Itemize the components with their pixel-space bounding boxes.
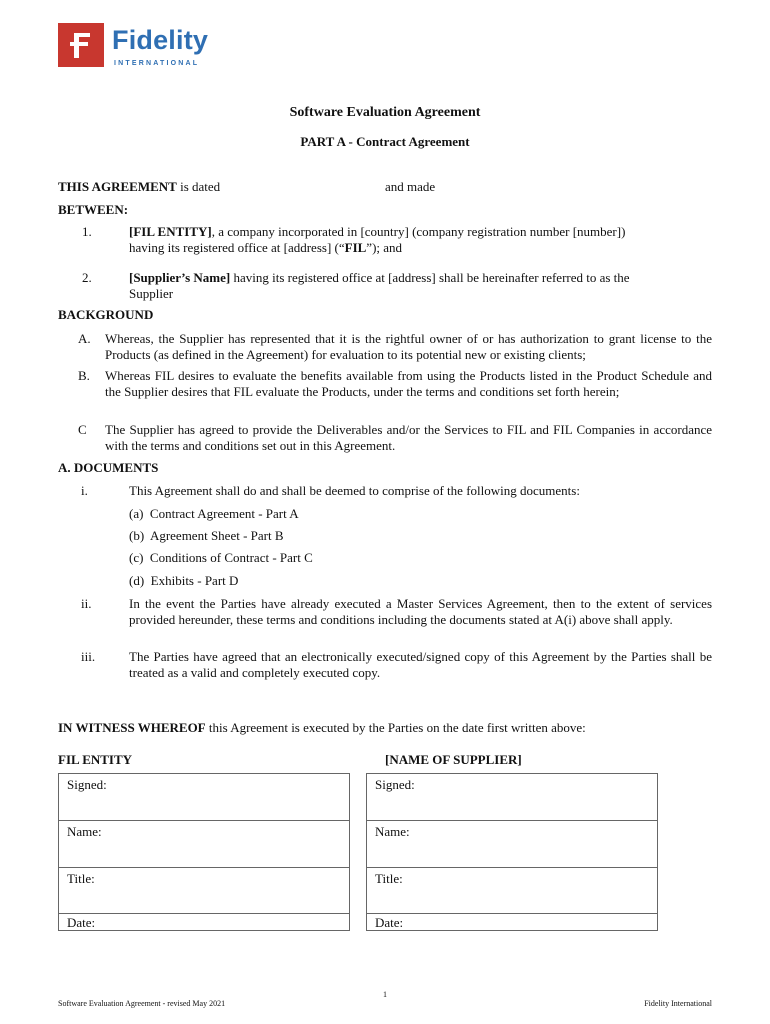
fil-date-field[interactable] [59, 914, 349, 930]
background-c-label: C [78, 422, 87, 437]
party-1-name: [FIL ENTITY] [129, 224, 212, 239]
logo-subtitle: INTERNATIONAL [114, 60, 200, 67]
background-c-text: The Supplier has agreed to provide the Deliverables and/or the Services to FIL and FIL Companies in accordance with the terms and conditions set out in this Agreement. [105, 422, 712, 453]
logo-wordmark: Fidelity [112, 25, 209, 55]
party-1-text-b: having its registered office at [address] (“ [129, 240, 345, 255]
document-item-d: (d) Exhibits - Part D [129, 573, 239, 588]
supplier-name-field[interactable] [367, 821, 657, 868]
fil-title-field[interactable] [59, 868, 349, 914]
supplier-date-field[interactable] [367, 914, 657, 930]
party-1-fil: FIL [344, 240, 367, 255]
party-1 [129, 224, 714, 256]
witness-line [58, 720, 586, 736]
between-heading: BETWEEN: [58, 202, 129, 217]
party-1-text-a: , a company incorporated in [country] (company registration number [number]) [211, 224, 626, 239]
document-item-a: (a) Contract Agreement - Part A [129, 506, 299, 521]
supplier-heading: [NAME OF SUPPLIER] [385, 752, 522, 767]
supplier-signature-block [366, 773, 658, 931]
party-1-number: 1. [82, 224, 92, 239]
background-b-label: B. [78, 368, 90, 383]
fil-entity-heading: FIL ENTITY [58, 752, 133, 767]
fil-name-field[interactable] [59, 821, 349, 868]
fil-signature-block [58, 773, 350, 931]
background-a-label: A. [78, 331, 91, 346]
background-heading: BACKGROUND [58, 307, 154, 322]
documents-iii-label: iii. [81, 649, 96, 664]
fil-signed-label: Signed: [67, 777, 107, 792]
documents-iii-text: The Parties have agreed that an electronically executed/signed copy of this Agreement by the Parties shall be treated as a valid and completely executed copy. [129, 649, 712, 680]
party-1-line-1 [129, 224, 714, 240]
supplier-signed-field[interactable] [367, 774, 657, 821]
fidelity-f-icon [58, 23, 104, 67]
background-b-text: Whereas FIL desires to evaluate the benefits available from using the Products listed in the Product Schedule and the Supplier desires that FIL evaluate the Products, under the terms and conditions set forth herein; [105, 368, 712, 399]
party-1-text-c: ”); and [366, 240, 403, 255]
supplier-name-label: Name: [375, 824, 410, 839]
fil-signed-field[interactable] [59, 774, 349, 821]
agreement-bold: THIS AGREEMENT [58, 179, 177, 194]
documents-heading: A. DOCUMENTS [58, 460, 159, 475]
and-made: and made [385, 179, 436, 194]
fil-title-label: Title: [67, 871, 95, 886]
agreement-line [58, 179, 220, 195]
party-2-text-b: Supplier [129, 286, 174, 301]
fil-name-label: Name: [67, 824, 102, 839]
document-item-c: (c) Conditions of Contract - Part C [129, 550, 313, 565]
fil-date-label: Date: [67, 915, 96, 930]
party-2-line-1 [129, 270, 714, 286]
supplier-title-label: Title: [375, 871, 403, 886]
footer-left: Software Evaluation Agreement - revised May 2021 [58, 999, 226, 1008]
party-2 [129, 270, 714, 302]
supplier-date-label: Date: [375, 915, 404, 930]
witness-rest: this Agreement is executed by the Parties on the date first written above: [205, 720, 586, 735]
footer-right: Fidelity International [644, 999, 712, 1008]
party-2-number: 2. [82, 270, 92, 285]
documents-i-label: i. [81, 483, 88, 498]
witness-bold: IN WITNESS WHEREOF [58, 720, 206, 735]
supplier-signed-label: Signed: [375, 777, 415, 792]
background-a-text: Whereas, the Supplier has represented that it is the rightful owner of or has authorization to grant license to the Products (as defined in the Agreement) for evaluation to its potential new or existing clients; [105, 331, 712, 362]
documents-i-text: This Agreement shall do and shall be deemed to comprise of the following documents: [129, 483, 580, 498]
agreement-dated: is dated [176, 179, 221, 194]
documents-ii-label: ii. [81, 596, 92, 611]
fidelity-logo-mark [58, 23, 104, 67]
document-subtitle: PART A - Contract Agreement [300, 134, 470, 149]
document-item-b: (b) Agreement Sheet - Part B [129, 528, 284, 543]
party-2-name: [Supplier’s Name] [129, 270, 231, 285]
document-title: Software Evaluation Agreement [289, 105, 481, 120]
party-2-text-a: having its registered office at [address] shall be hereinafter referred to as the [230, 270, 630, 285]
page-number: 1 [383, 990, 387, 999]
party-1-line-2 [129, 240, 714, 256]
documents-ii-text: In the event the Parties have already executed a Master Services Agreement, then to the extent of services provided hereunder, these terms and conditions including the documents stated at A(i) above shall apply. [129, 596, 712, 627]
supplier-title-field[interactable] [367, 868, 657, 914]
